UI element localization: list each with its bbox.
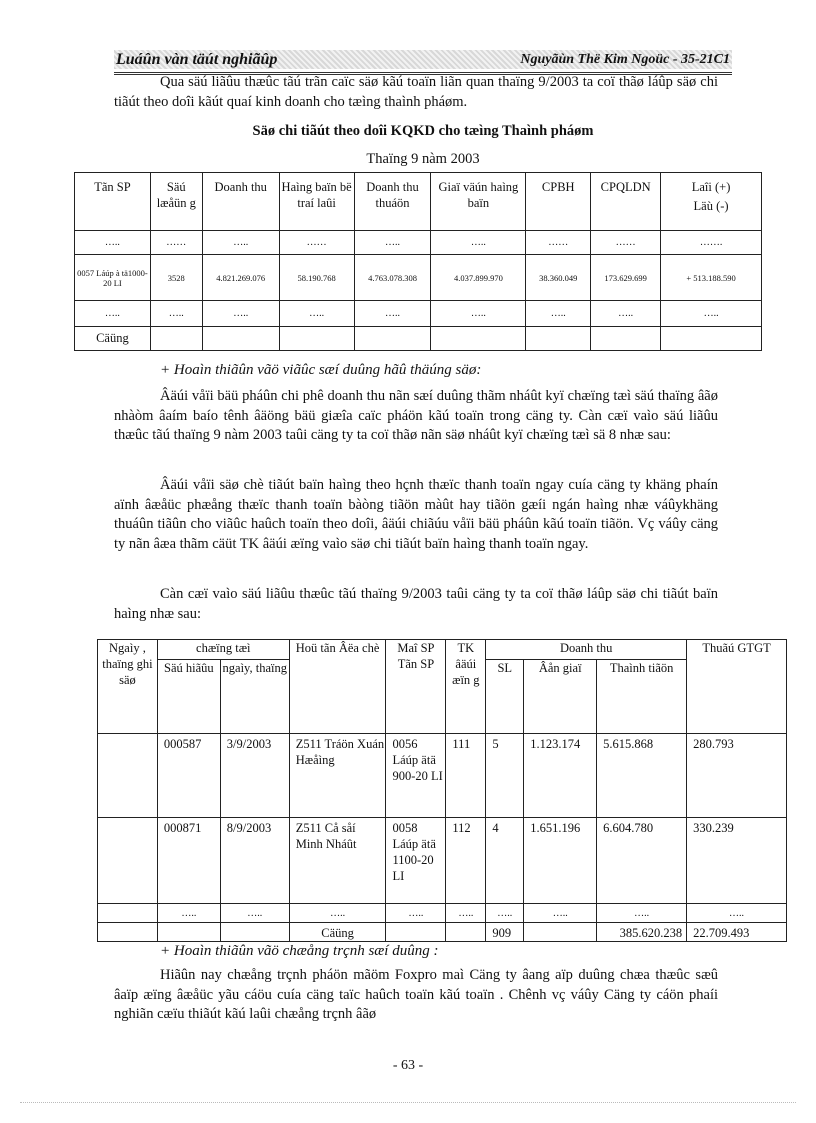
header-author: Nguyãùn Thë Kim Ngoüc - 35-21C1 [520, 52, 730, 67]
col-amount: Thaình tiãön [597, 660, 687, 734]
section2-heading: + Hoaìn thiãûn vãö chæång trçnh sæí duûng : [160, 943, 439, 959]
table-cell: ….. [446, 904, 486, 923]
table-cell: 38.360.049 [526, 255, 591, 301]
table-cell: ….. [75, 231, 151, 255]
table-cell [98, 734, 158, 818]
page-header [114, 50, 732, 75]
table2-total-row [98, 923, 787, 942]
table1-header-row [75, 173, 762, 231]
table-cell: 3/9/2003 [220, 734, 289, 818]
col-vat: Thuãú GTGT [687, 640, 787, 734]
table-cell: 280.793 [687, 734, 787, 818]
col-product-name: Tãn SP [75, 173, 151, 231]
table-cell: ….. [354, 301, 431, 327]
table-cell: 4.037.899.970 [431, 255, 526, 301]
table-cell: ….. [354, 231, 431, 255]
table-cell: 000587 [157, 734, 220, 818]
col-cpqldn: CPQLDN [591, 173, 661, 231]
table-cell: 5.615.868 [597, 734, 687, 818]
table-cell: ….. [150, 301, 202, 327]
table-cell [279, 327, 354, 351]
sales-detail-table [97, 639, 787, 942]
table-cell: 0057 Láúp à tä1000-20 LI [75, 255, 151, 301]
table-cell: ….. [202, 231, 279, 255]
table-cell: ….. [431, 231, 526, 255]
col-account: TK âäúi æïn g [446, 640, 486, 734]
col-quantity: Säú læåün g [150, 173, 202, 231]
table-cell: ….. [220, 904, 289, 923]
table-cell: 0056 Láúp ätä 900-20 LI [386, 734, 446, 818]
total-amount: 385.620.238 [597, 923, 687, 942]
table1-data-row [75, 255, 762, 301]
bottom-divider [20, 1102, 796, 1103]
table-cell: ….. [157, 904, 220, 923]
table-cell: 330.239 [687, 818, 787, 904]
table-cell: ….. [289, 904, 386, 923]
table-cell: 000871 [157, 818, 220, 904]
table1-title: Säø chi tiãút theo doîi KQKD cho tæìng Thaình pháøm [252, 123, 594, 139]
section1-heading: + Hoaìn thiãûn vãö viãûc sæí duûng hãû thäúng säø: [160, 362, 482, 378]
table-cell: 111 [446, 734, 486, 818]
table-cell: 8/9/2003 [220, 818, 289, 904]
table-cell: …… [526, 231, 591, 255]
section1-paragraph-2: Âäúi våïi säø chè tiãút baïn haìng theo hçnh thæïc thanh toaïn ngay cuía cäng ty khäng phaín aïnh âæåüc phæång thæïc thanh toaïn bàòng tiãön màût hay tiãön gæíi ngán haìng nhæ váûykhäng thuáûn tiãûn cho viãûc haûch toaïn theo doîi, âäúi chiãúu våïi bäü pháûn kãú toaïn tiãön. Vç váûy cäng ty nãn âæa thãm cäüt TK âäúi æïng vaìo säø chi tiãút baïn haìng thanh toaïn ngay. [114, 477, 718, 552]
table-cell: 0058 Láúp ätä 1100-20 LI [386, 818, 446, 904]
table-cell [591, 327, 661, 351]
table-cell: Z511 Cå såí Minh Nháût [289, 818, 386, 904]
table-cell [386, 923, 446, 942]
table-cell [661, 327, 762, 351]
intro-paragraph: Qua säú liãûu thæûc tãú trãn caïc säø kãú toaïn liãn quan thaïng 9/2003 ta coï thãø láûp säø chi tiãút theo doîi kãút quaí kinh doanh cho tæìng thaình pháøm. [114, 74, 718, 110]
table-cell: 58.190.768 [279, 255, 354, 301]
col-revenue: Doanh thu [202, 173, 279, 231]
table1-dots-row [75, 301, 762, 327]
table-cell [202, 327, 279, 351]
table-cell: ….. [75, 301, 151, 327]
table-cell: 4 [486, 818, 524, 904]
table-cell: 1.123.174 [524, 734, 597, 818]
table1-subtitle: Thaïng 9 nàm 2003 [366, 151, 480, 167]
col-customer: Hoü tãn Âëa chè [289, 640, 386, 734]
table2-dots-row [98, 904, 787, 923]
col-voucher-date: ngaìy, thaïng [220, 660, 289, 734]
page-number: - 63 - [392, 1058, 424, 1073]
table-cell: 5 [486, 734, 524, 818]
table-cell: ….. [526, 301, 591, 327]
table-cell: …… [279, 231, 354, 255]
table-cell: 1.651.196 [524, 818, 597, 904]
kqkd-table [74, 172, 762, 351]
total-label: Cäüng [75, 327, 151, 351]
table-row [98, 734, 787, 818]
table-cell: ……. [661, 231, 762, 255]
table-cell: …… [150, 231, 202, 255]
total-quantity: 909 [486, 923, 524, 942]
table-cell: 112 [446, 818, 486, 904]
table-cell: ….. [524, 904, 597, 923]
col-quantity: SL [486, 660, 524, 734]
col-voucher-no: Säú hiãûu [157, 660, 220, 734]
table-cell: 6.604.780 [597, 818, 687, 904]
table-cell: ….. [431, 301, 526, 327]
loss-label: Läù (-) [693, 199, 729, 213]
table-cell [150, 327, 202, 351]
table1-total-row [75, 327, 762, 351]
col-net-revenue: Doanh thu thuáön [354, 173, 431, 231]
table-cell [354, 327, 431, 351]
col-profit-loss [661, 173, 762, 231]
col-product-code: Maî SP Tãn SP [386, 640, 446, 734]
table-cell [157, 923, 220, 942]
section1-paragraph-1: Âäúi våïi bäü pháûn chi phê doanh thu nãn sæí duûng thãm nháût kyï chæïng tæì säú thaïng âãø nhàòm âaím baío tênh âäöng bäü giæîa caïc pháön kãú toaïn trong cäng ty. Càn cæï vaìo säú liãûu thæûc tãú thaïng 9 nàm 2003 taûi cäng ty ta coï thãø nãn säø nháût kyï chæïng tæì sä 8 nhæ sau: [114, 388, 718, 443]
table-cell: 4.821.269.076 [202, 255, 279, 301]
section1-paragraph-3: Càn cæï vaìo säú liãûu thæûc tãú thaïng 9/2003 taûi cäng ty ta coï thãø láûp säø chi tiãút baïn haìng nhæ sau: [114, 586, 718, 622]
table-cell [220, 923, 289, 942]
table-cell: ….. [486, 904, 524, 923]
table-row [98, 818, 787, 904]
table1-dots-row [75, 231, 762, 255]
table-cell: ….. [597, 904, 687, 923]
col-revenue-group: Doanh thu [486, 640, 687, 660]
table-cell [98, 904, 158, 923]
table-cell [98, 923, 158, 942]
table-cell: ….. [591, 301, 661, 327]
table-cell [524, 923, 597, 942]
col-cogs: Giaï väún haìng baïn [431, 173, 526, 231]
total-label: Cäüng [289, 923, 386, 942]
col-voucher: chæïng tæì [157, 640, 289, 660]
table2-header-row-1 [98, 640, 787, 660]
table-cell [431, 327, 526, 351]
col-unit-price: Âån giaï [524, 660, 597, 734]
table-cell: ….. [202, 301, 279, 327]
profit-label: Laîi (+) [691, 180, 731, 194]
col-returns: Haìng baïn bë traí laûi [279, 173, 354, 231]
table-cell: …… [591, 231, 661, 255]
total-vat: 22.709.493 [687, 923, 787, 942]
table-cell [526, 327, 591, 351]
table-cell: 173.629.699 [591, 255, 661, 301]
section2-paragraph-1: Hiãûn nay chæång trçnh pháön mãöm Foxpro maì Cäng ty âang aïp duûng chæa thæûc sæû âaïp æïng âæåüc yãu cáöu cuía cäng taïc haûch toaïn kãú toaïn . Chênh vç váûy Cäng ty cáön phaíi nghiãn cæïu thiãút kãú laûi chæång trçnh âãø [114, 967, 718, 1022]
table-cell: ….. [279, 301, 354, 327]
table-cell: ….. [386, 904, 446, 923]
table-cell: + 513.188.590 [661, 255, 762, 301]
col-cpbh: CPBH [526, 173, 591, 231]
table-cell: 4.763.078.308 [354, 255, 431, 301]
col-posting-date: Ngaìy , thaïng ghi säø [98, 640, 158, 734]
table-cell [446, 923, 486, 942]
table-cell: 3528 [150, 255, 202, 301]
table-cell: Z511 Tráön Xuán Hæåìng [289, 734, 386, 818]
table-cell [98, 818, 158, 904]
table-cell: ….. [661, 301, 762, 327]
table-cell: ….. [687, 904, 787, 923]
header-title: Luáûn vàn täút nghiãûp [116, 51, 278, 68]
